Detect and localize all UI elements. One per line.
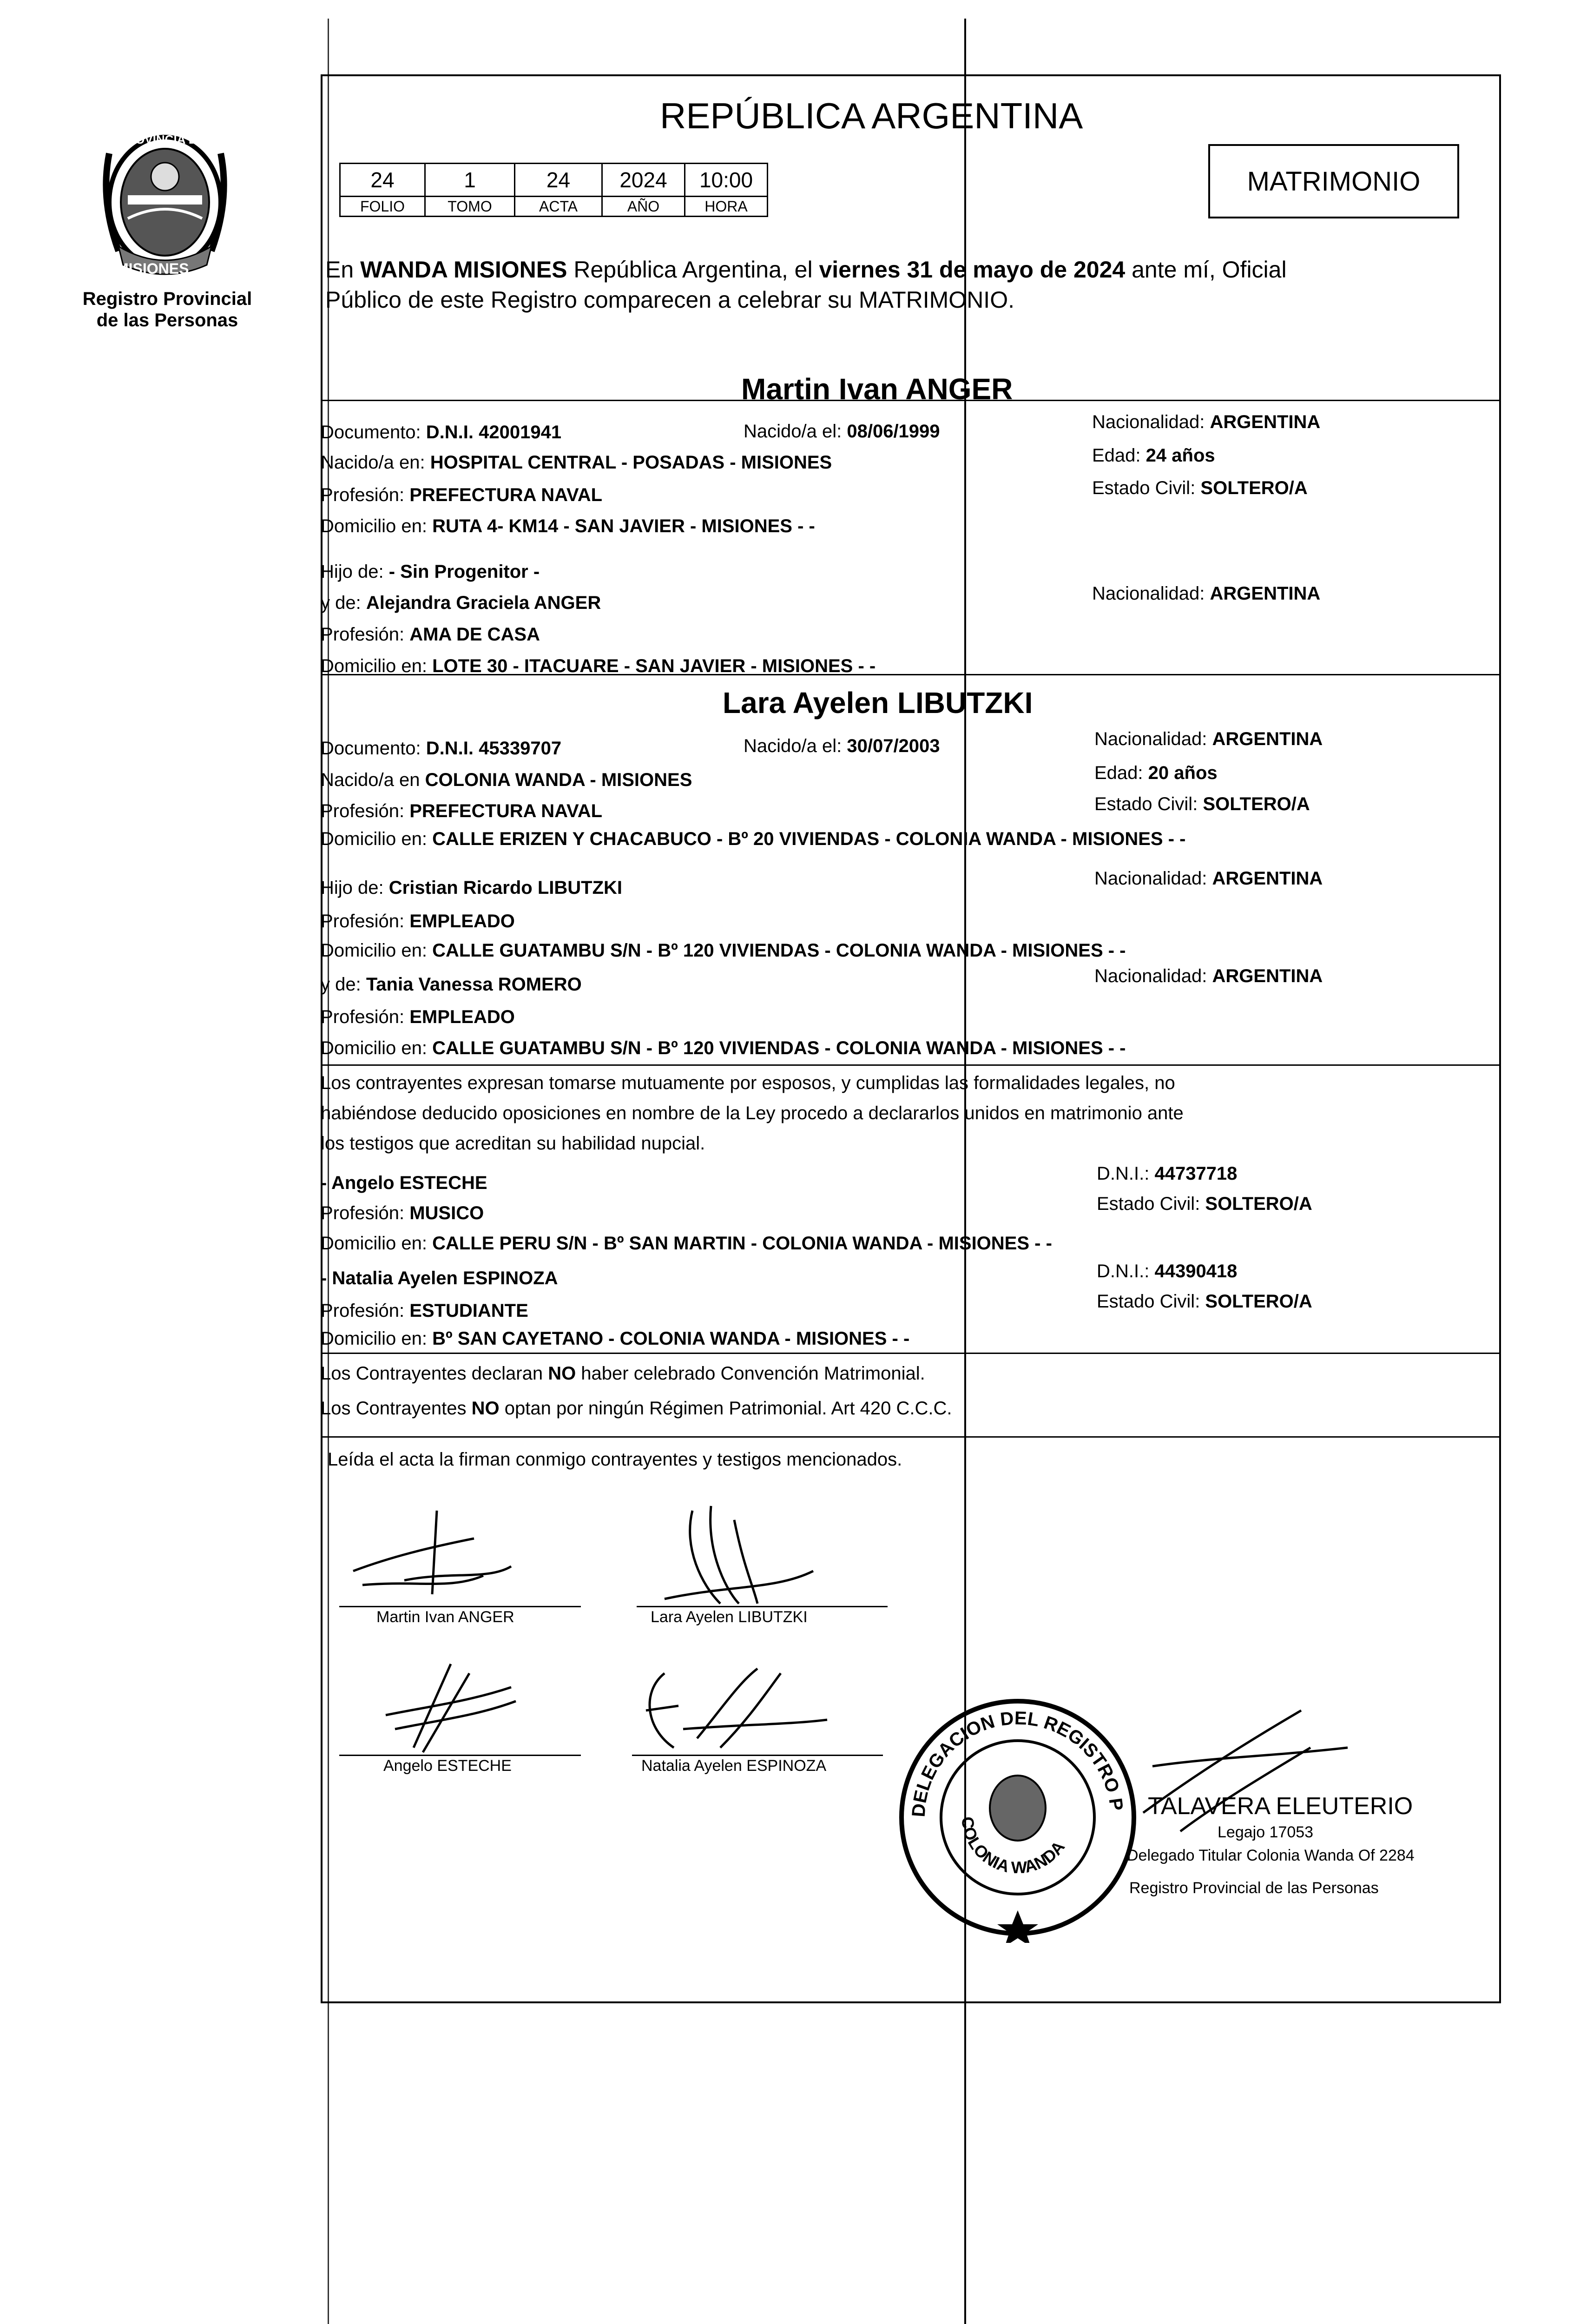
- intro-suffix: ante mí, Oficial: [1125, 257, 1287, 283]
- spouse2-age: Edad: 20 años: [1094, 763, 1218, 783]
- witness1-dni: D.N.I.: 44737718: [1097, 1163, 1238, 1184]
- witness2-profession: Profesión: ESTUDIANTE: [321, 1301, 528, 1321]
- spouse1-nationality: Nacionalidad: ARGENTINA: [1092, 412, 1321, 432]
- spouse2-parent1-profession: Profesión: EMPLEADO: [321, 911, 515, 931]
- registry-caption-line1: Registro Provincial: [82, 289, 252, 309]
- witness2-civil-status: Estado Civil: SOLTERO/A: [1097, 1291, 1312, 1312]
- declaration-line2: habiéndose deducido oposiciones en nombre de la Ley procedo a declararlos unidos en matrimonio ante: [321, 1103, 1184, 1123]
- intro-line1: [325, 258, 1287, 281]
- signature-spouse1: [335, 1501, 595, 1606]
- spouse2-document: Documento: D.N.I. 45339707: [321, 738, 562, 759]
- record-table: [339, 163, 768, 217]
- province-coat-of-arms-icon: [91, 125, 239, 284]
- logo-text-top: PROVINCIA DE: [118, 132, 205, 146]
- signature-line-4: [632, 1755, 883, 1756]
- intro-place: WANDA MISIONES: [360, 257, 567, 283]
- witness1-civil-status: Estado Civil: SOLTERO/A: [1097, 1194, 1312, 1214]
- registry-caption: [79, 288, 256, 331]
- divider-conventions: [321, 1353, 1501, 1354]
- registry-seal-icon: [892, 1692, 1143, 1943]
- spouse2-address: Domicilio en: CALLE ERIZEN Y CHACABUCO - Bº 20 VIVIENDAS - COLONIA WANDA - MISIONES - -: [321, 829, 1186, 849]
- acta-value: 24: [515, 164, 602, 197]
- spouse1-parent1: Hijo de: - Sin Progenitor -: [321, 561, 540, 582]
- act-type-box: MATRIMONIO: [1208, 144, 1459, 218]
- page-fold-line: [964, 19, 966, 2324]
- declaration-line1: Los contrayentes expresan tomarse mutuamente por esposos, y cumplidas las formalidades legales, no: [321, 1073, 1175, 1093]
- spouse1-parent2: y de: Alejandra Graciela ANGER: [321, 593, 601, 613]
- officer-legajo: Legajo 17053: [1218, 1823, 1314, 1841]
- divider-declaration: [321, 1064, 1501, 1066]
- spouse1-birthplace: Nacido/a en: HOSPITAL CENTRAL - POSADAS - MISIONES: [321, 452, 832, 473]
- signature-label-witness2: Natalia Ayelen ESPINOZA: [641, 1757, 827, 1775]
- signature-witness2: [627, 1655, 860, 1769]
- signature-label-spouse1: Martin Ivan ANGER: [376, 1608, 514, 1626]
- spouse1-born: Nacido/a el: 08/06/1999: [744, 421, 940, 442]
- spouse2-parent1-address: Domicilio en: CALLE GUATAMBU S/N - Bº 120 VIVIENDAS - COLONIA WANDA - MISIONES - -: [321, 940, 1126, 961]
- hour-label: HORA: [685, 197, 768, 217]
- spouse2-nationality: Nacionalidad: ARGENTINA: [1094, 729, 1323, 749]
- spouse2-birthplace: Nacido/a en COLONIA WANDA - MISIONES: [321, 770, 692, 790]
- seal-inner-text: COLONIA WANDA: [958, 1816, 1069, 1877]
- spouse2-parent1-nationality: Nacionalidad: ARGENTINA: [1094, 868, 1323, 889]
- intro-line2: Público de este Registro comparecen a celebrar su MATRIMONIO.: [325, 287, 1014, 313]
- spouse2-parent2-nationality: Nacionalidad: ARGENTINA: [1094, 966, 1323, 986]
- spouse1-profession: Profesión: PREFECTURA NAVAL: [321, 485, 603, 505]
- signature-witness1: [358, 1645, 544, 1769]
- year-value: 2024: [602, 164, 685, 197]
- signature-label-witness1: Angelo ESTECHE: [383, 1757, 512, 1775]
- witness1-name: - Angelo ESTECHE: [321, 1173, 487, 1193]
- logo-text-bottom: MISIONES: [116, 260, 189, 277]
- year-label: AÑO: [602, 197, 685, 217]
- hour-value: 10:00: [685, 164, 768, 197]
- spouse1-address: Domicilio en: RUTA 4- KM14 - SAN JAVIER - MISIONES - -: [321, 516, 815, 536]
- spouse1-name: Martin Ivan ANGER: [741, 372, 1013, 406]
- officer-role: Delegado Titular Colonia Wanda Of 2284: [1127, 1847, 1415, 1864]
- witness2-address: Domicilio en: Bº SAN CAYETANO - COLONIA WANDA - MISIONES - -: [321, 1328, 910, 1349]
- tomo-label: TOMO: [425, 197, 515, 217]
- spouse2-parent2-profession: Profesión: EMPLEADO: [321, 1007, 515, 1027]
- officer-registry: Registro Provincial de las Personas: [1129, 1879, 1379, 1897]
- spouse1-age: Edad: 24 años: [1092, 445, 1215, 466]
- country-title: REPÚBLICA ARGENTINA: [660, 95, 1083, 136]
- intro-date: viernes 31 de mayo de 2024: [819, 257, 1126, 283]
- witness1-address: Domicilio en: CALLE PERU S/N - Bº SAN MARTIN - COLONIA WANDA - MISIONES - -: [321, 1233, 1052, 1254]
- spouse2-parent1: Hijo de: Cristian Ricardo LIBUTZKI: [321, 878, 623, 898]
- signature-line-3: [339, 1755, 581, 1756]
- intro-mid: República Argentina, el: [567, 257, 819, 283]
- witness1-profession: Profesión: MUSICO: [321, 1203, 484, 1223]
- spouse2-civil-status: Estado Civil: SOLTERO/A: [1094, 794, 1310, 814]
- convention-line1: Los Contrayentes declaran NO haber celebrado Convención Matrimonial.: [321, 1363, 925, 1384]
- divider-closing: [321, 1436, 1501, 1438]
- signature-label-spouse2: Lara Ayelen LIBUTZKI: [651, 1608, 808, 1626]
- signature-line-2: [637, 1606, 888, 1607]
- spouse2-profession: Profesión: PREFECTURA NAVAL: [321, 801, 603, 821]
- closing-statement: Leída el acta la firman conmigo contrayentes y testigos mencionados.: [328, 1449, 902, 1470]
- registry-caption-line2: de las Personas: [96, 310, 238, 330]
- spouse2-parent2: y de: Tania Vanessa ROMERO: [321, 974, 582, 995]
- intro-prefix: En: [325, 257, 361, 283]
- convention-line2: Los Contrayentes NO optan por ningún Régimen Patrimonial. Art 420 C.C.C.: [321, 1398, 952, 1419]
- spouse2-name: Lara Ayelen LIBUTZKI: [723, 686, 1033, 720]
- signature-officer: [1125, 1692, 1403, 1843]
- acta-label: ACTA: [515, 197, 602, 217]
- spouse1-civil-status: Estado Civil: SOLTERO/A: [1092, 478, 1308, 498]
- signature-line-1: [339, 1606, 581, 1607]
- spouse1-parent2-nationality: Nacionalidad: ARGENTINA: [1092, 583, 1321, 604]
- witness2-dni: D.N.I.: 44390418: [1097, 1261, 1238, 1281]
- officer-name: TALAVERA ELEUTERIO: [1148, 1793, 1413, 1820]
- spouse2-parent2-address: Domicilio en: CALLE GUATAMBU S/N - Bº 120 VIVIENDAS - COLONIA WANDA - MISIONES - -: [321, 1038, 1126, 1058]
- folio-label: FOLIO: [340, 197, 425, 217]
- signature-spouse2: [637, 1492, 897, 1615]
- spouse1-parent2-profession: Profesión: AMA DE CASA: [321, 624, 540, 645]
- folio-value: 24: [340, 164, 425, 197]
- spouse1-document: Documento: D.N.I. 42001941: [321, 422, 562, 442]
- spouse1-parent2-address: Domicilio en: LOTE 30 - ITACUARE - SAN JAVIER - MISIONES - -: [321, 656, 876, 676]
- tomo-value: 1: [425, 164, 515, 197]
- seal-outer-text: DELEGACION DEL REGISTRO P: [908, 1708, 1127, 1818]
- declaration-line3: los testigos que acreditan su habilidad nupcial.: [321, 1133, 705, 1154]
- witness2-name: - Natalia Ayelen ESPINOZA: [321, 1268, 558, 1288]
- spouse2-born: Nacido/a el: 30/07/2003: [744, 736, 940, 756]
